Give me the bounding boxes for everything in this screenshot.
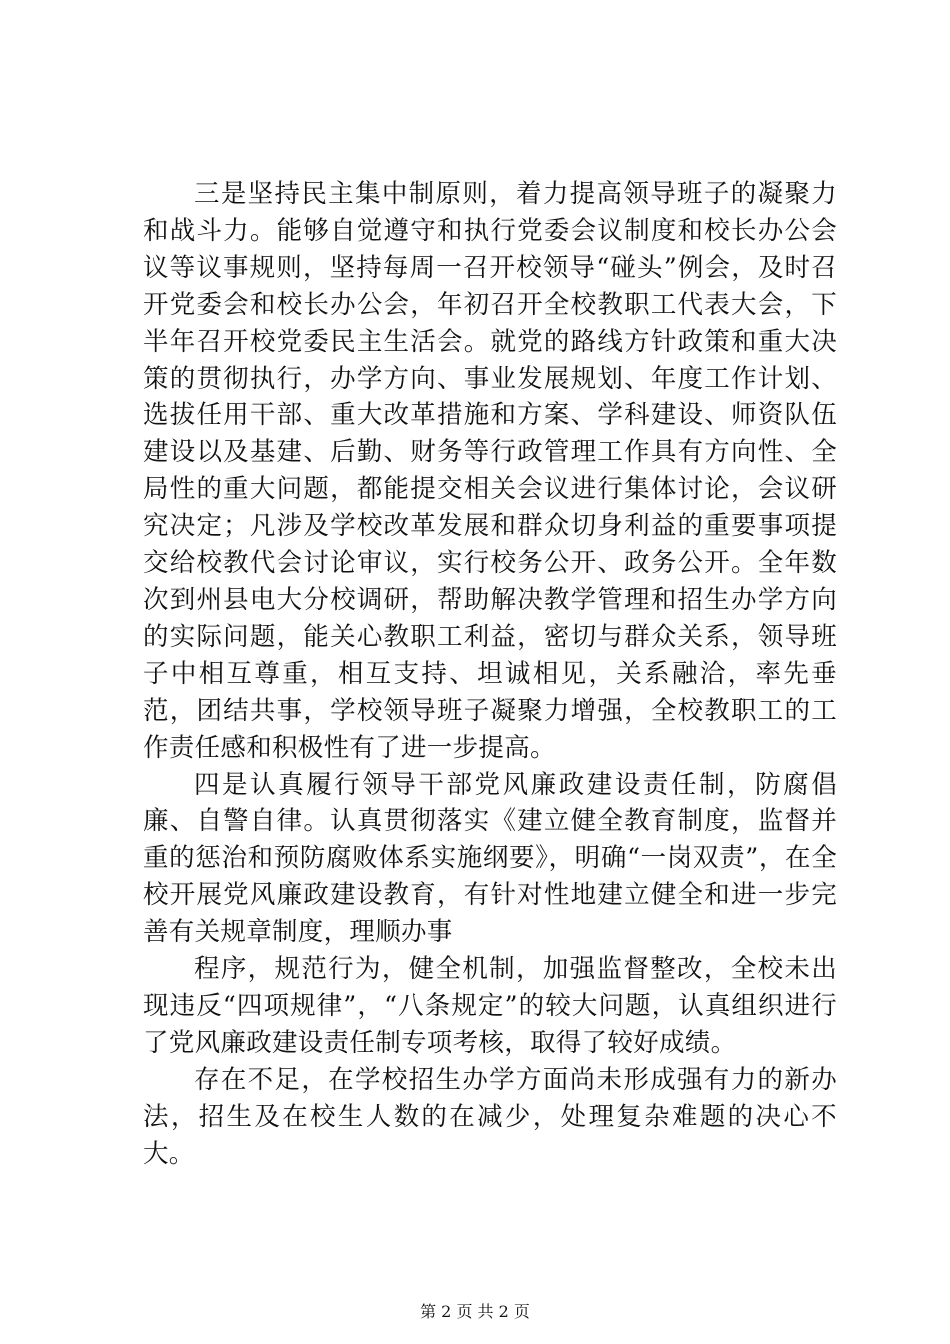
paragraph-leadership-cohesion: 三是坚持民主集中制原则，着力提高领导班子的凝聚力和战斗力。能够自觉遵守和执行党委会议制度和校长办公会议等议事规则，坚持每周一召开校领导“碰头”例会，及时召开党委会和校长办公会，年初召开全校教职工代表大会，下半年召开校党委民主生活会。就党的路线方针政策和重大决策的贯彻执行，办学方向、事业发展规划、年度工作计划、选拔任用干部、重大改革措施和方案、学科建设、师资队伍建设以及基建、后勤、财务等行政管理工作具有方向性、全局性的重大问题，都能提交相关会议进行集体讨论，会议研究决定；凡涉及学校改革发展和群众切身利益的重要事项提交给校教代会讨论审议，实行校务公开、政务公开。全年数次到州县电大分校调研，帮助解决教学管理和招生办学方向的实际问题，能关心教职工利益，密切与群众关系，领导班子中相互尊重，相互支持、坦诚相见，关系融洽，率先垂范，团结共事，学校领导班子凝聚力增强，全校教职工的工作责任感和积极性有了进一步提高。 [143, 179, 837, 763]
document-body [143, 176, 837, 1172]
paragraph-anti-corruption: 四是认真履行领导干部党风廉政建设责任制，防腐倡廉、自警自律。认真贯彻落实《建立健全教育制度，监督并重的惩治和预防腐败体系实施纲要》，明确“一岗双责”，在全校开展党风廉政建设教育，有针对性地建立健全和进一步完善有关规章制度，理顺办事 [143, 769, 837, 948]
paragraph-procedures: 程序，规范行为，健全机制，加强监督整改，全校未出现违反“四项规律”，“八条规定”的较大问题，认真组织进行了党风廉政建设责任制专项考核，取得了较好成绩。 [143, 954, 837, 1058]
page-number-footer: 第 2 页 共 2 页 [420, 1302, 530, 1321]
paragraph-shortcomings: 存在不足，在学校招生办学方面尚未形成强有力的新办法，招生及在校生人数的在减少，处理复杂难题的决心不大。 [143, 1064, 837, 1169]
